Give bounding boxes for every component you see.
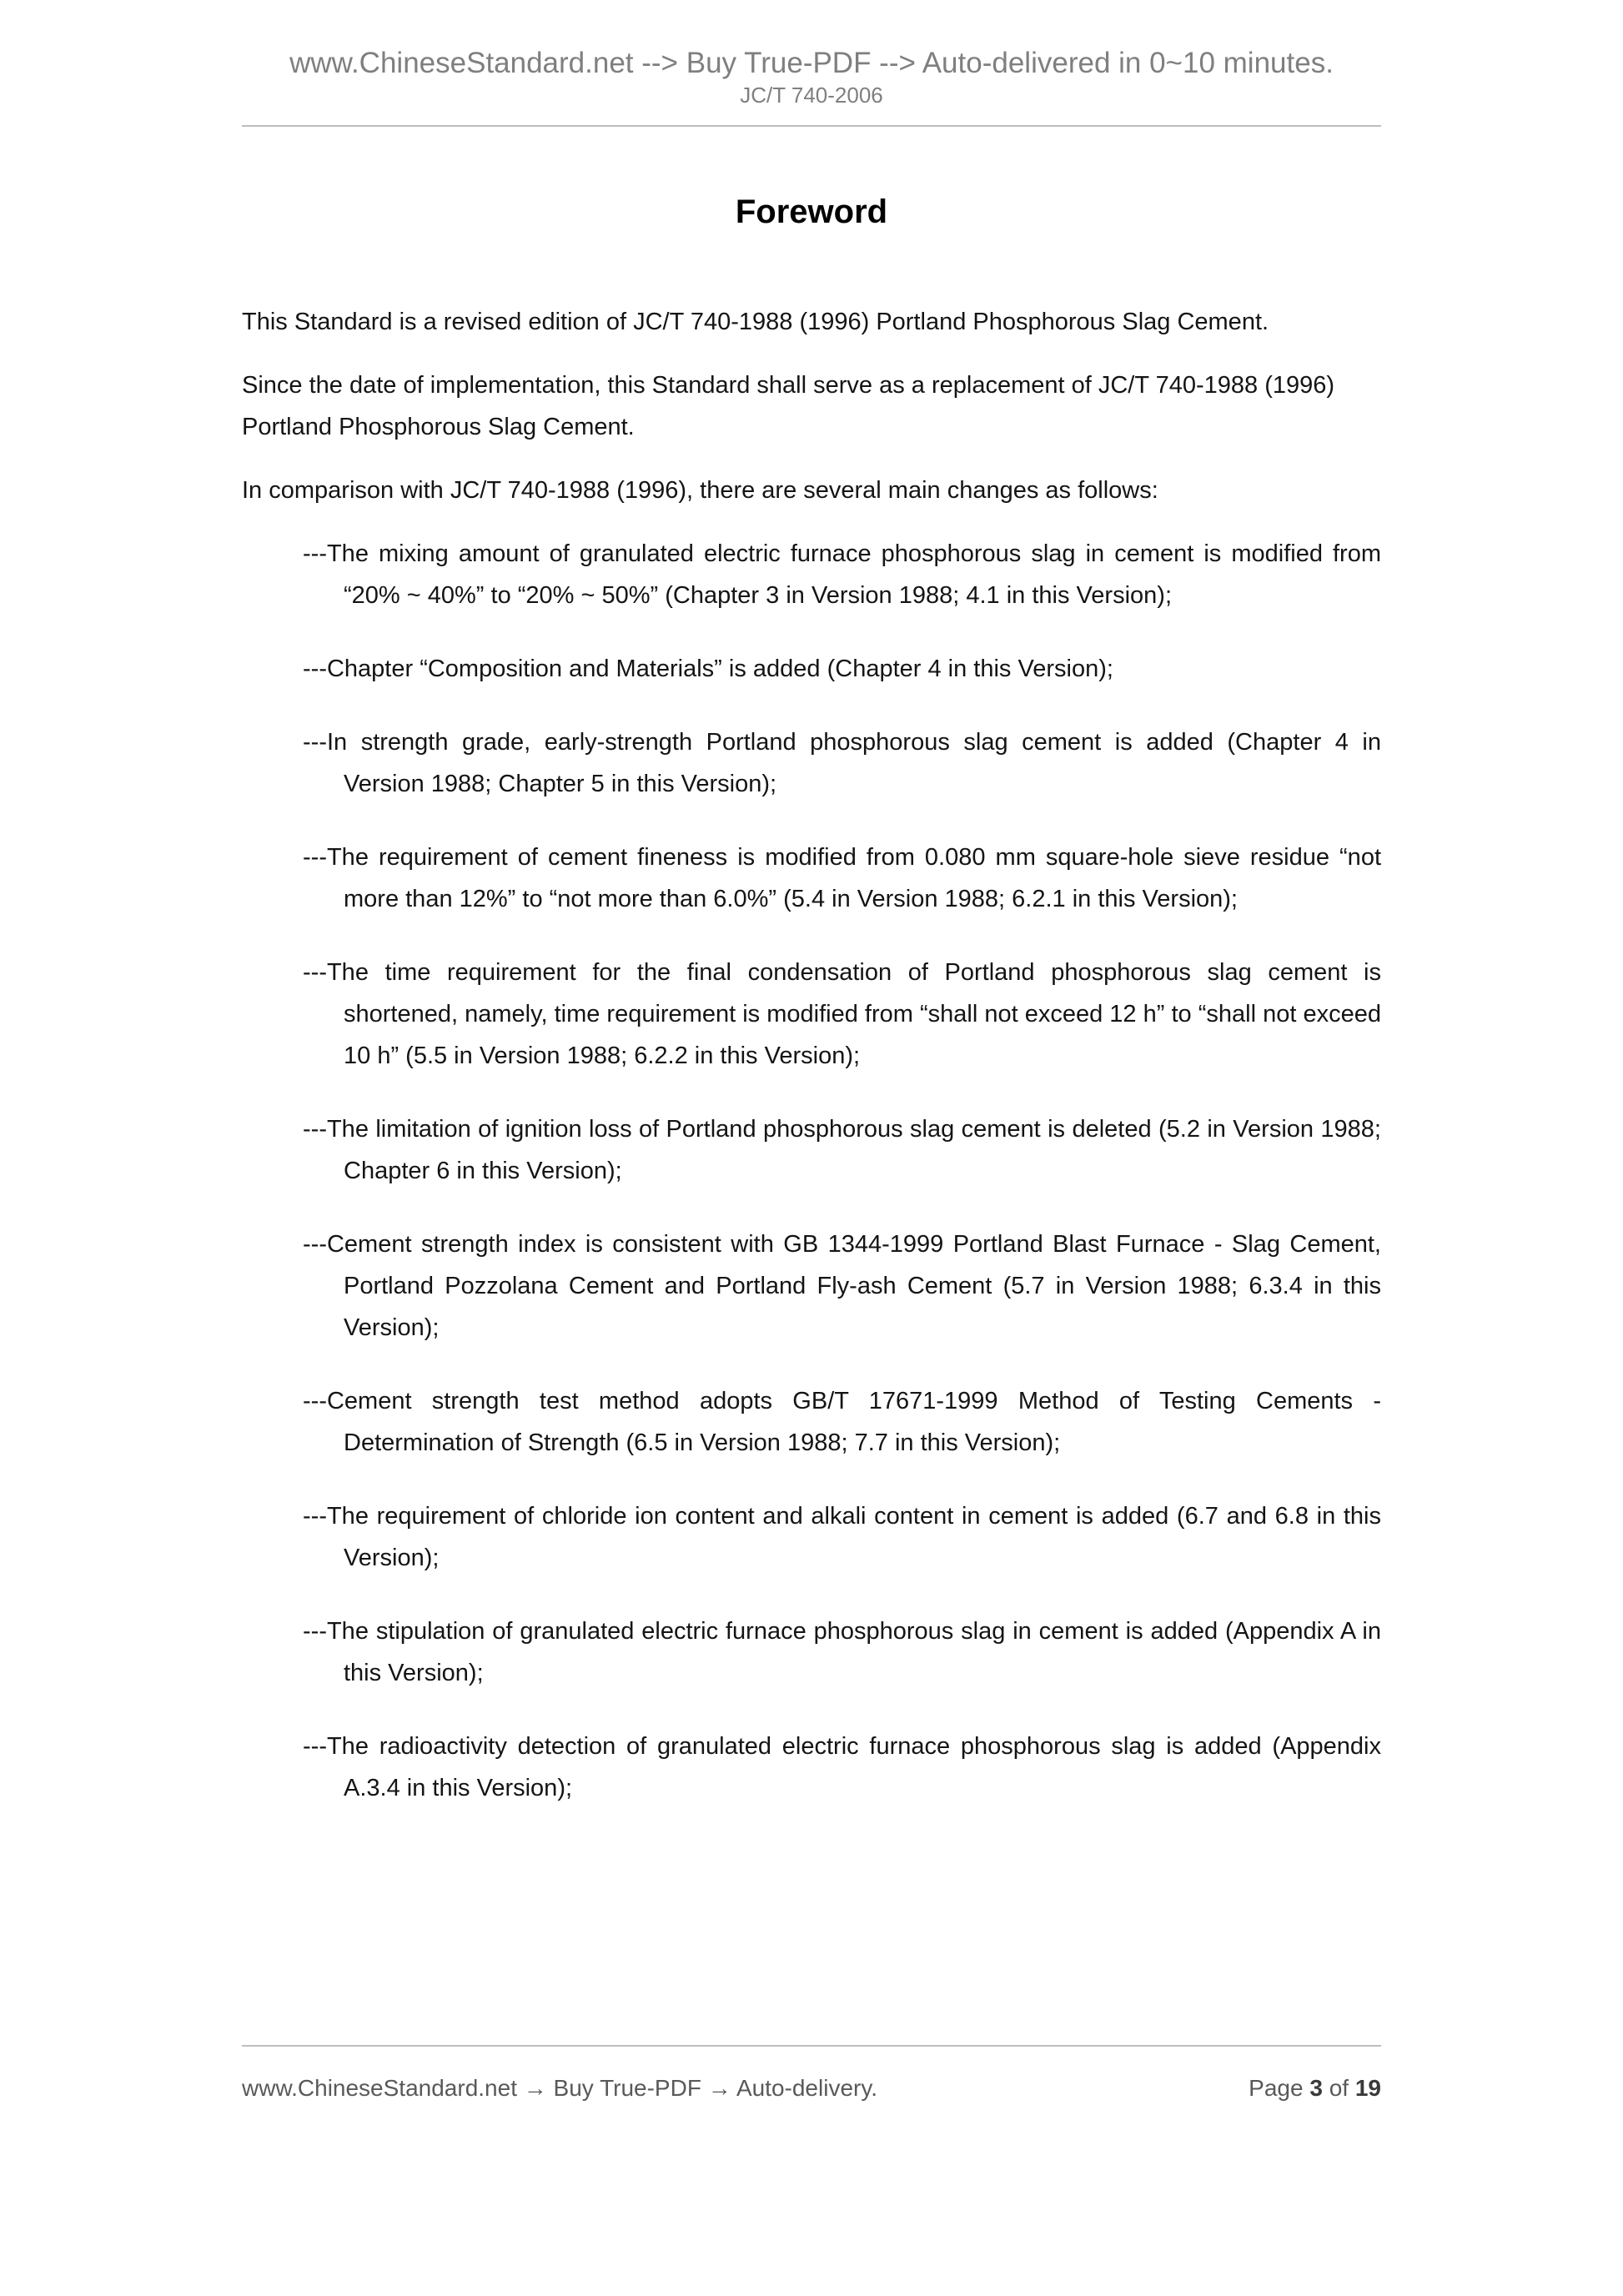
change-item: ---The requirement of chloride ion content and alkali content in cement is added (6.7 and 6.8 in this Version);	[303, 1503, 1381, 1571]
footer-tagline	[242, 2075, 877, 2102]
site-banner: www.ChineseStandard.net --> Buy True-PDF --> Auto-delivered in 0~10 minutes.	[289, 47, 1334, 79]
footer-delivery-text: → Buy True-PDF → Auto-delivery.	[523, 2075, 878, 2101]
change-item: ---Chapter “Composition and Materials” is added (Chapter 4 in this Version);	[303, 656, 1113, 682]
change-item: ---In strength grade, early-strength Portland phosphorous slag cement is added (Chapter 4 in Version 1988; Chapter 5 in this Version);	[303, 729, 1381, 797]
page-footer	[242, 2045, 1381, 2102]
document-content	[242, 301, 1381, 1809]
change-item: ---The limitation of ignition loss of Portland phosphorous slag cement is deleted (5.2 in Version 1988; Chapter 6 in this Version);	[303, 1116, 1381, 1184]
paragraph: Since the date of implementation, this Standard shall serve as a replacement of JC/T 740-1988 (1996) Portland Phosphorous Slag Cement.	[242, 372, 1335, 440]
page-total: 19	[1354, 2075, 1381, 2101]
change-item: ---The stipulation of granulated electric furnace phosphorous slag in cement is added (Appendix A in this Version);	[303, 1618, 1381, 1686]
change-item: ---The mixing amount of granulated electric furnace phosphorous slag in cement is modified from “20% ~ 40%” to “20% ~ 50%” (Chapter 3 in Version 1988; 4.1 in this Version);	[303, 540, 1381, 609]
page-indicator	[1249, 2075, 1381, 2102]
change-item: ---Cement strength index is consistent with GB 1344-1999 Portland Blast Furnace - Slag Cement, Portland Pozzolana Cement and Portland Fly-ash Cement (5.7 in Version 1988; 6.3.4 in this Version);	[303, 1231, 1381, 1341]
change-item: ---The time requirement for the final condensation of Portland phosphorous slag cement is shortened, namely, time requirement is modified from “shall not exceed 12 h” to “shall not exceed 10 h” (5.5 in Version 1988; 6.2.2 in this Version);	[303, 959, 1381, 1069]
page-title: Foreword	[735, 193, 888, 230]
doc-code: JC/T 740-2006	[740, 83, 883, 108]
paragraph: In comparison with JC/T 740-1988 (1996), there are several main changes as follows:	[242, 477, 1158, 504]
page-label: Page	[1249, 2075, 1304, 2101]
paragraph: This Standard is a revised edition of JC/T 740-1988 (1996) Portland Phosphorous Slag Cement.	[242, 309, 1269, 335]
header-divider	[242, 125, 1381, 127]
page-current: 3	[1309, 2075, 1323, 2101]
footer-row	[242, 2075, 1381, 2102]
footer-site-link: www.ChineseStandard.net	[242, 2075, 517, 2101]
change-item: ---The requirement of cement fineness is modified from 0.080 mm square-hole sieve residue “not more than 12%” to “not more than 6.0%” (5.4 in Version 1988; 6.2.1 in this Version);	[303, 844, 1381, 912]
footer-divider	[242, 2045, 1381, 2047]
page-of-label: of	[1329, 2075, 1349, 2101]
change-item: ---Cement strength test method adopts GB/T 17671-1999 Method of Testing Cements - Determination of Strength (6.5 in Version 1988; 7.7 in this Version);	[303, 1388, 1381, 1456]
change-item: ---The radioactivity detection of granulated electric furnace phosphorous slag is added (Appendix A.3.4 in this Version);	[303, 1733, 1381, 1801]
